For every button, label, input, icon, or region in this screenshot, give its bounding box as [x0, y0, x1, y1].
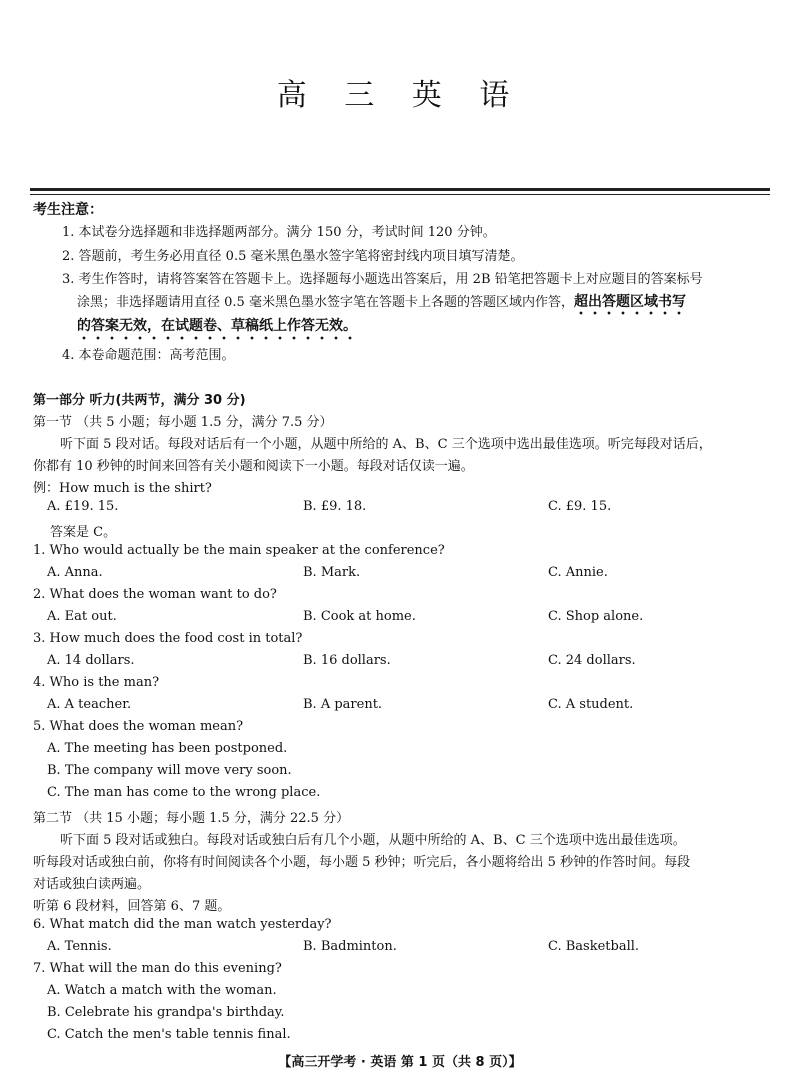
question-7-option-b: B. Celebrate his grandpa's birthday.: [47, 1005, 285, 1020]
example-option-c: C. £9. 15.: [548, 499, 612, 514]
question-5: 5. What does the woman mean?: [33, 719, 244, 734]
example-question: 例：How much is the shirt?: [33, 481, 212, 496]
question-3-option-c: C. 24 dollars.: [548, 653, 636, 668]
notice-item-3-line-2-text: 涂黑；非选择题请用直径 0.5 毫米黑色墨水签字笔在答题卡上各题的答题区域内作答，: [77, 295, 574, 310]
question-1-option-b: B. Mark.: [303, 565, 361, 580]
notice-item-4: 4. 本卷命题范围：高考范围。: [62, 348, 235, 363]
notice-item-3-line-2: [77, 291, 686, 311]
question-2-option-c: C. Shop alone.: [548, 609, 644, 624]
question-2-option-b: B. Cook at home.: [303, 609, 416, 624]
question-1: 1. Who would actually be the main speaker at the conference?: [33, 543, 445, 558]
question-3-option-b: B. 16 dollars.: [303, 653, 391, 668]
question-1-option-a: A. Anna.: [47, 565, 103, 580]
notice-item-3-line-1: 3. 考生作答时，请将答案答在答题卡上。选择题每小题选出答案后，用 2B 铅笔把答题卡上对应题目的答案标号: [62, 272, 703, 287]
question-6-option-c: C. Basketball.: [548, 939, 640, 954]
question-7-option-c: C. Catch the men's table tennis final.: [47, 1027, 291, 1042]
question-5-option-c: C. The man has come to the wrong place.: [47, 785, 321, 800]
section1-instruction-line-2: 你都有 10 秒钟的时间来回答有关小题和阅读下一小题。每段对话仅读一遍。: [33, 459, 474, 474]
page-footer: 【高三开学考 · 英语 第 1 页（共 8 页）】: [278, 1055, 522, 1070]
page-title: 高 三 英 语: [276, 78, 524, 113]
question-5-option-a: A. The meeting has been postponed.: [47, 741, 288, 756]
question-4-option-a: A. A teacher.: [47, 697, 132, 712]
question-7: 7. What will the man do this evening?: [33, 961, 282, 976]
header-rule-thin: [30, 194, 770, 195]
section1-instruction-line-1: 听下面 5 段对话。每段对话后有一个小题，从题中所给的 A、B、C 三个选项中选出最佳选项。听完每段对话后，: [60, 437, 712, 452]
question-2: 2. What does the woman want to do?: [33, 587, 277, 602]
question-2-option-a: A. Eat out.: [47, 609, 117, 624]
example-option-b: B. £9. 18.: [303, 499, 367, 514]
example-answer: 答案是 C。: [50, 525, 117, 540]
section1-heading: 第一节 （共 5 小题；每小题 1.5 分，满分 7.5 分）: [33, 415, 333, 430]
question-4-option-b: B. A parent.: [303, 697, 383, 712]
notice-item-1: 1. 本试卷分选择题和非选择题两部分。满分 150 分，考试时间 120 分钟。: [62, 225, 496, 240]
notice-item-3-warning-part-2: 的答案无效，在试题卷、草稿纸上作答无效。: [77, 315, 357, 340]
question-5-option-b: B. The company will move very soon.: [47, 763, 292, 778]
section2-heading: 第二节 （共 15 小题；每小题 1.5 分，满分 22.5 分）: [33, 811, 350, 826]
question-3-option-a: A. 14 dollars.: [47, 653, 135, 668]
material-6-heading: 听第 6 段材料，回答第 6、7 题。: [33, 899, 231, 914]
notice-heading: 考生注意：: [33, 202, 103, 218]
section2-instruction-line-3: 对话或独白读两遍。: [33, 877, 151, 892]
question-6: 6. What match did the man watch yesterday?: [33, 917, 332, 932]
question-6-option-b: B. Badminton.: [303, 939, 397, 954]
question-1-option-c: C. Annie.: [548, 565, 608, 580]
question-4: 4. Who is the man?: [33, 675, 160, 690]
header-rule-thick: [30, 188, 770, 191]
notice-item-2: 2. 答题前，考生务必用直径 0.5 毫米黑色墨水签字笔将密封线内项目填写清楚。: [62, 249, 524, 264]
example-option-a: A. £19. 15.: [47, 499, 119, 514]
section2-instruction-line-1: 听下面 5 段对话或独白。每段对话或独白后有几个小题，从题中所给的 A、B、C 三个选项中选出最佳选项。: [60, 833, 686, 848]
section2-instruction-line-2: 听每段对话或独白前，你将有时间阅读各个小题，每小题 5 秒钟；听完后，各小题将给出 5 秒钟的作答时间。每段: [33, 855, 691, 870]
question-4-option-c: C. A student.: [548, 697, 634, 712]
notice-item-3-warning-part-1: 超出答题区域书写: [574, 294, 686, 315]
question-3: 3. How much does the food cost in total?: [33, 631, 303, 646]
part1-heading: 第一部分 听力(共两节，满分 30 分): [33, 393, 246, 408]
question-6-option-a: A. Tennis.: [47, 939, 112, 954]
question-7-option-a: A. Watch a match with the woman.: [47, 983, 277, 998]
